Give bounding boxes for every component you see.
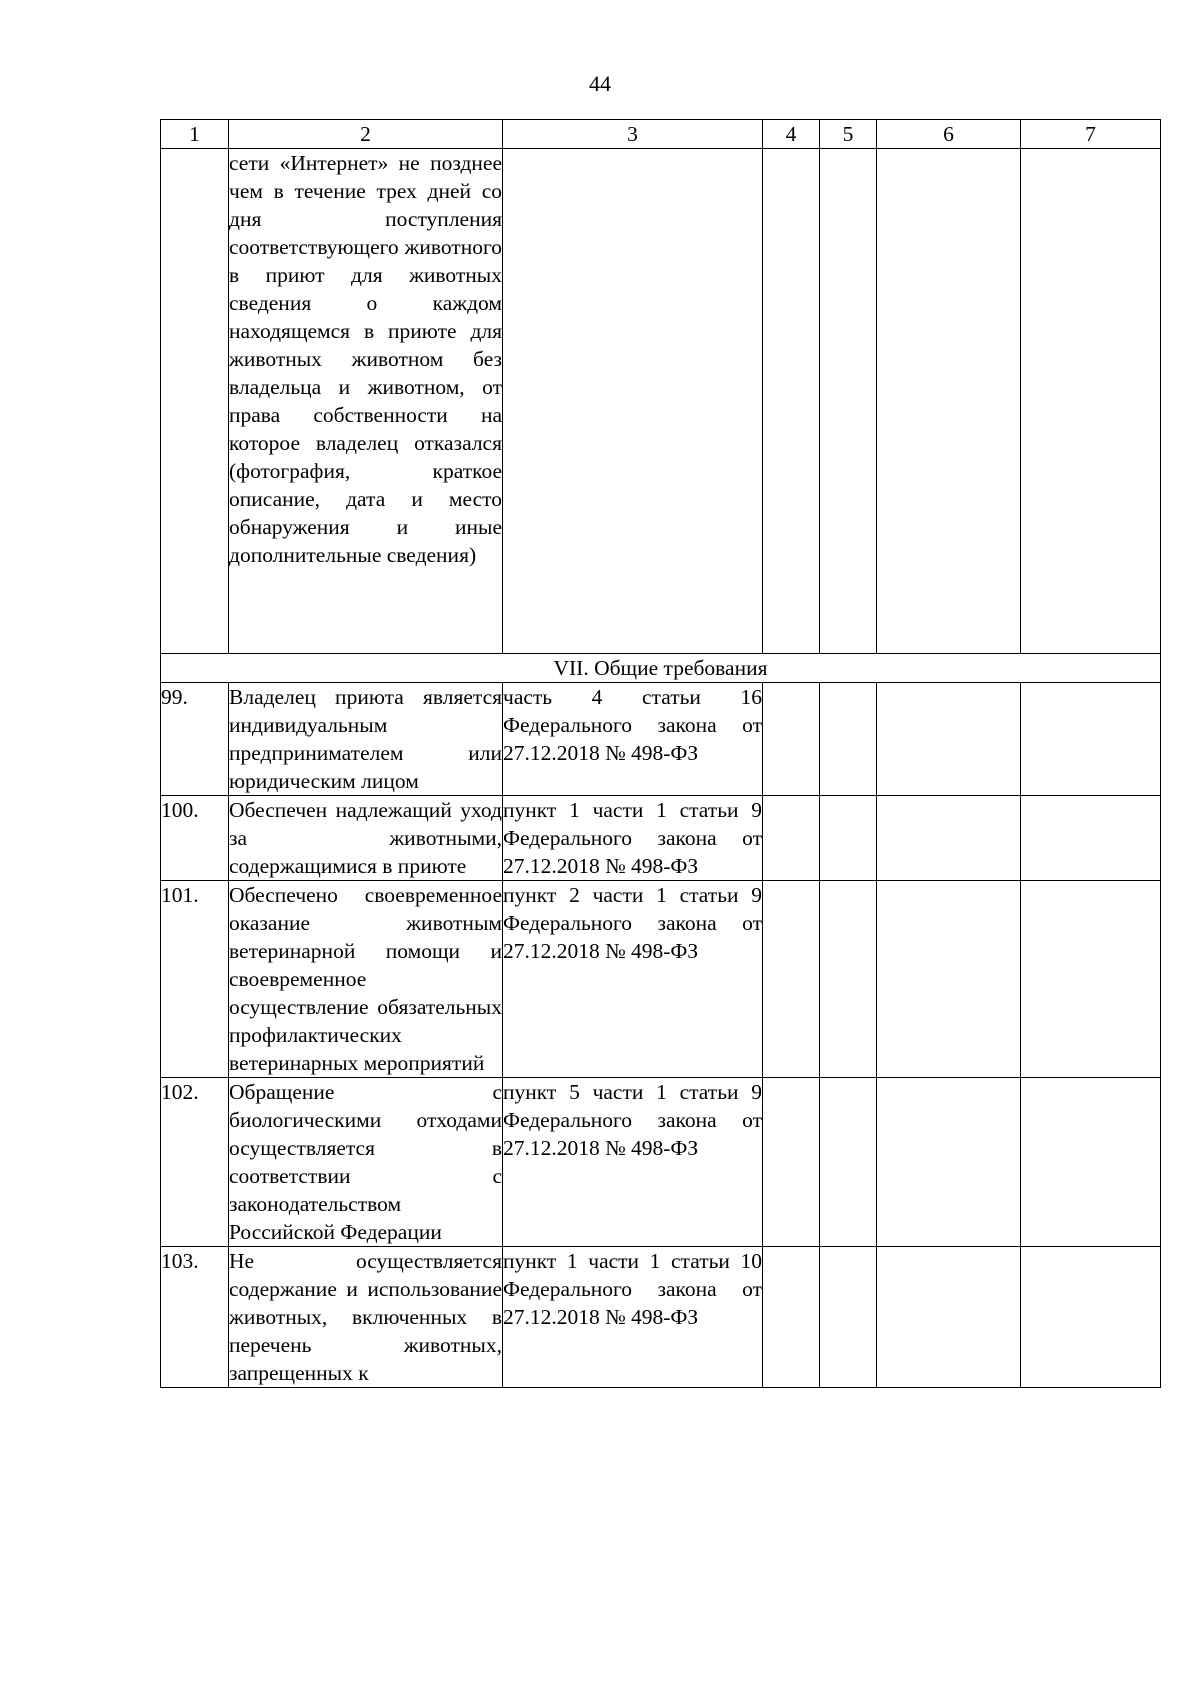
column-header: 6: [877, 120, 1021, 149]
requirement-cell: Обращение с биологическими отходами осуществляется в соответствии с законодательством Российской Федерации: [229, 1078, 503, 1247]
requirement-cell: Владелец приюта является индивидуальным предпринимателем или юридическим лицом: [229, 683, 503, 796]
row-number-cell: 100.: [161, 796, 229, 881]
empty-cell: [820, 881, 877, 1078]
row-number-cell: [161, 149, 229, 654]
empty-cell: [763, 149, 820, 654]
column-header: 2: [229, 120, 503, 149]
reference-cell: [503, 149, 763, 654]
empty-cell: [877, 796, 1021, 881]
section-row: [161, 654, 1161, 683]
row-number-cell: 102.: [161, 1078, 229, 1247]
empty-cell: [763, 683, 820, 796]
table-row: [161, 683, 1161, 796]
empty-cell: [877, 1247, 1021, 1388]
empty-cell: [820, 1078, 877, 1247]
table-row: [161, 881, 1161, 1078]
empty-cell: [820, 149, 877, 654]
requirement-cell: Обеспечен надлежащий уход за животными, содержащимися в приюте: [229, 796, 503, 881]
empty-cell: [877, 149, 1021, 654]
table-row: [161, 149, 1161, 654]
row-number-cell: 103.: [161, 1247, 229, 1388]
column-header: 4: [763, 120, 820, 149]
empty-cell: [877, 683, 1021, 796]
empty-cell: [1021, 1247, 1161, 1388]
table-row: [161, 1078, 1161, 1247]
empty-cell: [820, 796, 877, 881]
empty-cell: [763, 1247, 820, 1388]
reference-cell: пункт 1 части 1 статьи 9 Федерального закона от 27.12.2018 № 498-ФЗ: [503, 796, 763, 881]
requirement-cell: Не осуществляется содержание и использование животных, включенных в перечень животных, запрещенных к: [229, 1247, 503, 1388]
page-number: 44: [589, 71, 611, 96]
empty-cell: [763, 881, 820, 1078]
header-row: [161, 120, 1161, 149]
column-header: 5: [820, 120, 877, 149]
reference-cell: пункт 2 части 1 статьи 9 Федерального закона от 27.12.2018 № 498-ФЗ: [503, 881, 763, 1078]
empty-cell: [1021, 149, 1161, 654]
reference-cell: пункт 5 части 1 статьи 9 Федерального закона от 27.12.2018 № 498-ФЗ: [503, 1078, 763, 1247]
table-row: [161, 796, 1161, 881]
section-title: VII. Общие требования: [161, 654, 1161, 683]
row-number-cell: 101.: [161, 881, 229, 1078]
column-header: 3: [503, 120, 763, 149]
checklist-table: [160, 119, 1161, 1388]
empty-cell: [820, 683, 877, 796]
empty-cell: [1021, 1078, 1161, 1247]
requirement-cell: Обеспечено своевременное оказание животным ветеринарной помощи и своевременное осуществление обязательных профилактических ветеринарных мероприятий: [229, 881, 503, 1078]
row-number-cell: 99.: [161, 683, 229, 796]
empty-cell: [763, 796, 820, 881]
empty-cell: [763, 1078, 820, 1247]
reference-cell: пункт 1 части 1 статьи 10 Федерального закона от 27.12.2018 № 498-ФЗ: [503, 1247, 763, 1388]
empty-cell: [877, 1078, 1021, 1247]
column-header: 1: [161, 120, 229, 149]
empty-cell: [877, 881, 1021, 1078]
empty-cell: [820, 1247, 877, 1388]
empty-cell: [1021, 683, 1161, 796]
table-row: [161, 1247, 1161, 1388]
column-header: 7: [1021, 120, 1161, 149]
empty-cell: [1021, 881, 1161, 1078]
requirement-cell: сети «Интернет» не позднее чем в течение трех дней со дня поступления соответствующего животного в приют для животных сведения о каждом находящемся в приюте для животных животном без владельца и животном, от права собственности на которое владелец отказался (фотография, краткое описание, дата и место обнаружения и иные дополнительные сведения): [229, 149, 503, 654]
reference-cell: часть 4 статьи 16 Федерального закона от 27.12.2018 № 498-ФЗ: [503, 683, 763, 796]
empty-cell: [1021, 796, 1161, 881]
